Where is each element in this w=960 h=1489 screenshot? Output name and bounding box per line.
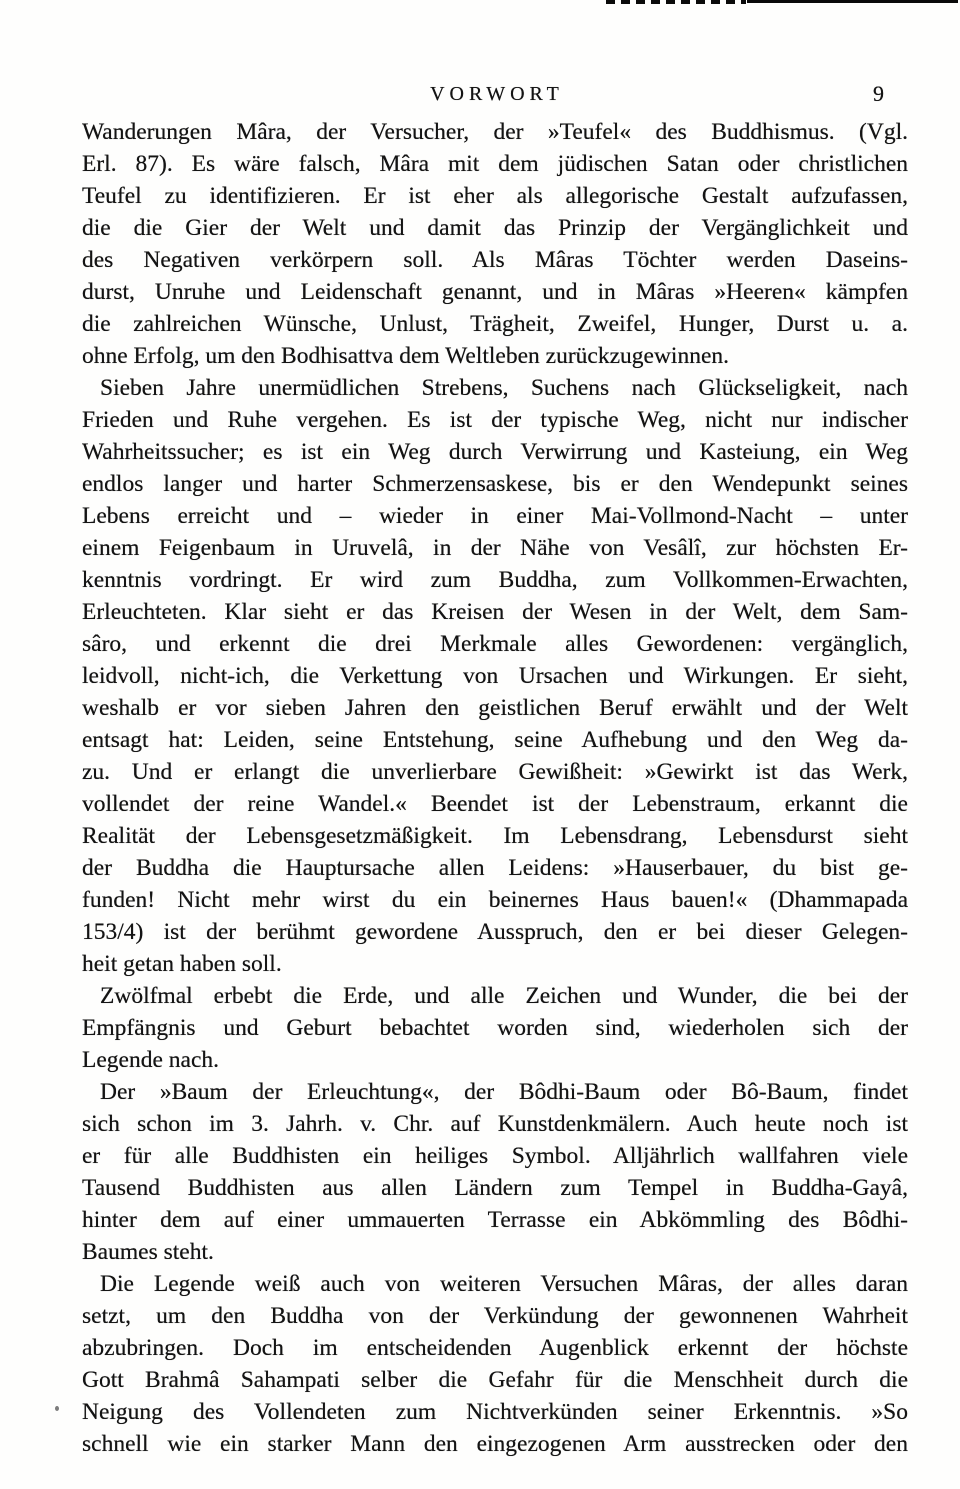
- text-line: einem Feigenbaum in Uruvelâ, in der Nähe von Vesâlî, zur höchsten Er-: [82, 535, 908, 561]
- scan-speck: [55, 1406, 59, 1411]
- text-line: Realität der Lebensgesetzmäßigkeit. Im Lebensdrang, Lebensdurst sieht: [82, 823, 908, 849]
- page-number: 9: [873, 81, 884, 106]
- text-line: kenntnis vordringt. Er wird zum Buddha, zum Vollkommen-Erwachten,: [82, 567, 908, 593]
- text-line: weshalb er vor sieben Jahren den geistlichen Beruf erwählt und der Welt: [82, 695, 908, 721]
- text-line: Tausend Buddhisten aus allen Ländern zum Tempel in Buddha-Gayâ,: [82, 1175, 908, 1201]
- text-line: Wahrheitssucher; es ist ein Weg durch Verwirrung und Kasteiung, ein Weg: [82, 439, 908, 465]
- text-line: endlos langer und harter Schmerzensaskese, bis er den Wendepunkt seines: [82, 471, 908, 497]
- text-line: die die Gier der Welt und damit das Prinzip der Vergänglichkeit und: [82, 215, 908, 241]
- text-line: Legende nach.: [82, 1047, 220, 1073]
- text-line: 153/4) ist der berühmt gewordene Ausspruch, den er bei dieser Gelegen-: [82, 919, 908, 945]
- text-line: Baumes steht.: [82, 1239, 214, 1265]
- text-line: der Buddha die Hauptursache allen Leidens: »Hauserbauer, du bist ge-: [82, 855, 908, 881]
- text-line: Erl. 87). Es wäre falsch, Mâra mit dem jüdischen Satan oder christlichen: [82, 151, 908, 177]
- scan-artifact-dashes: [606, 0, 746, 4]
- text-line: heit getan haben soll.: [82, 951, 282, 977]
- text-line: vollendet der reine Wandel.« Beendet ist der Lebenstraum, erkannt die: [82, 791, 908, 817]
- text-line: Empfängnis und Geburt bebachtet worden sind, wiederholen sich der: [82, 1015, 908, 1041]
- text-line: die zahlreichen Wünsche, Unlust, Trägheit, Zweifel, Hunger, Durst u. a.: [82, 311, 908, 337]
- text-line: hinter dem auf einer ummauerten Terrasse ein Abkömmling des Bôdhi-: [82, 1207, 908, 1233]
- text-line: entsagt hat: Leiden, seine Entstehung, seine Aufhebung und den Weg da-: [82, 727, 908, 753]
- text-line: Gott Brahmâ Sahampati selber die Gefahr für die Menschheit durch die: [82, 1367, 908, 1393]
- text-line: des Negativen verkörpern soll. Als Mâras Töchter werden Daseins-: [82, 247, 908, 273]
- chapter-title: VORWORT: [430, 83, 564, 105]
- text-line: sich schon im 3. Jahrh. v. Chr. auf Kunstdenkmälern. Auch heute noch ist: [82, 1111, 908, 1137]
- text-line: funden! Nicht mehr wirst du ein beinernes Haus bauen!« (Dhammapada: [82, 887, 908, 913]
- text-line: Erleuchteten. Klar sieht er das Kreisen der Wesen in der Welt, dem Sam-: [82, 599, 908, 625]
- text-line: Der »Baum der Erleuchtung«, der Bôdhi-Baum oder Bô-Baum, findet: [100, 1079, 908, 1105]
- text-line: Wanderungen Mâra, der Versucher, der »Teufel« des Buddhismus. (Vgl.: [82, 119, 908, 145]
- text-line: zu. Und er erlangt die unverlierbare Gewißheit: »Gewirkt ist das Werk,: [82, 759, 908, 785]
- text-line: Neigung des Vollendeten zum Nichtverkünden seiner Erkenntnis. »So: [82, 1399, 908, 1425]
- body-text-column: [82, 116, 908, 1460]
- scan-artifact-rule: [747, 0, 958, 3]
- text-line: Die Legende weiß auch von weiteren Versuchen Mâras, der alles daran: [100, 1271, 908, 1297]
- text-line: Lebens erreicht und – wieder in einer Mai-Vollmond-Nacht – unter: [82, 503, 908, 529]
- text-line: durst, Unruhe und Leidenschaft genannt, und in Mâras »Heeren« kämpfen: [82, 279, 908, 305]
- text-line: abzubringen. Doch im entscheidenden Augenblick erkennt der höchste: [82, 1335, 908, 1361]
- text-line: schnell wie ein starker Mann den eingezogenen Arm ausstrecken oder den: [82, 1431, 908, 1457]
- text-line: er für alle Buddhisten ein heiliges Symbol. Alljährlich wallfahren viele: [82, 1143, 908, 1169]
- text-line: setzt, um den Buddha von der Verkündung der gewonnenen Wahrheit: [82, 1303, 908, 1329]
- text-line: Frieden und Ruhe vergehen. Es ist der typische Weg, nicht nur indischer: [82, 407, 908, 433]
- text-line: Sieben Jahre unermüdlichen Strebens, Suchens nach Glückseligkeit, nach: [100, 375, 908, 401]
- text-line: ohne Erfolg, um den Bodhisattva dem Weltleben zurückzugewinnen.: [82, 343, 730, 369]
- text-line: sâro, und erkennt die drei Merkmale alles Gewordenen: vergänglich,: [82, 631, 908, 657]
- running-head: [84, 82, 910, 108]
- text-line: leidvoll, nicht-ich, die Verkettung von Ursachen und Wirkungen. Er sieht,: [82, 663, 908, 689]
- text-line: Zwölfmal erbebt die Erde, und alle Zeichen und Wunder, die bei der: [100, 983, 908, 1009]
- text-line: Teufel zu identifizieren. Er ist eher als allegorische Gestalt aufzufassen,: [82, 183, 908, 209]
